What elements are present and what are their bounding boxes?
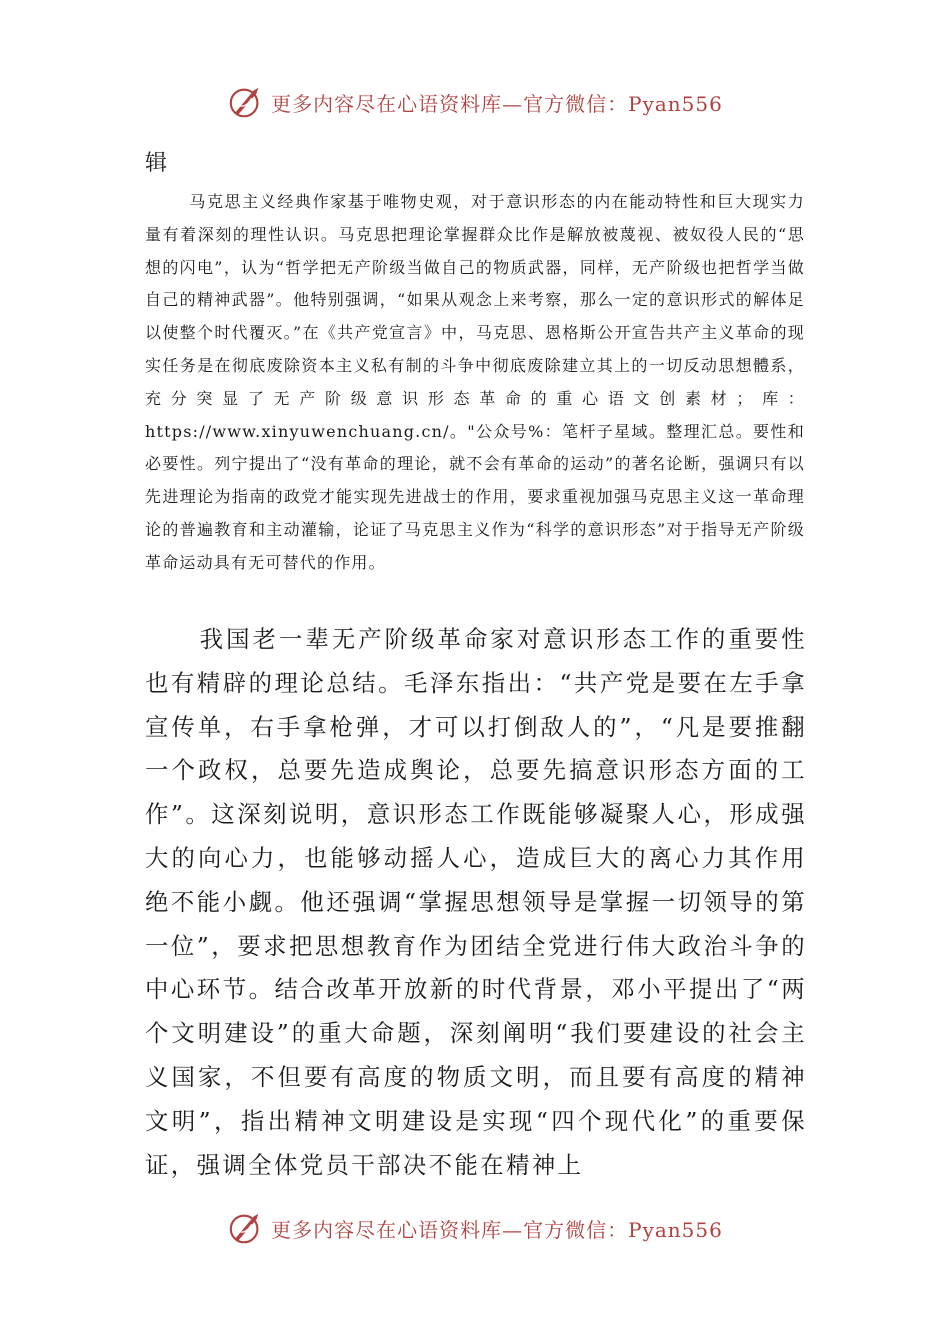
paragraph-marxist-classics-text: 马克思主义经典作家基于唯物史观，对于意识形态的内在能动特性和巨大现实力量有着深刻的理性认识。马克思把理论掌握群众比作是解放被蔑视、被奴役人民的“思想的闪电”，认为“哲学把无产阶级当做自己的物质武器，同样，无产阶级也把哲学当做自己的精神武器”。他特别强调，“如果从观念上来考察，那么一定的意识形式的解体足以使整个时代覆灭。”在《共产党宣言》中，马克思、恩格斯公开宣告共产主义革命的现实任务是在彻底废除资本主义私有制的斗争中彻底废除建立其上的一切反动思想體系，充分突显了无产阶级意识形态革命的重心语文创素材；库：https://www.xinyuwenchuang.cn/。"公众号%：笔杆子星域。整理汇总。要性和必要性。列宁提出了“没有革命的理论，就不会有革命的运动”的著名论断，强调只有以先进理论为指南的政党才能实现先进战士的作用，要求重视加强马克思主义这一革命理论的普遍教育和主动灌输，论证了马克思主义作为“科学的意识形态”对于指导无产阶级革命运动具有无可替代的作用。 xyxy=(145,192,805,572)
quill-logo-icon xyxy=(227,83,265,121)
paragraph-chinese-revolutionaries-text: 我国老一辈无产阶级革命家对意识形态工作的重要性也有精辟的理论总结。毛泽东指出：“共产党是要在左手拿宣传单，右手拿枪弹，才可以打倒敌人的”，“凡是要推翻一个政权，总要先造成舆论，总要先搞意识形态方面的工作”。这深刻说明，意识形态工作既能够凝聚人心，形成强大的向心力，也能够动摇人心，造成巨大的离心力其作用绝不能小觑。他还强调“掌握思想领导是掌握一切领导的第一位”，要求把思想教育作为团结全党进行伟大政治斗争的中心环节。结合改革开放新的时代背景，邓小平提出了“两个文明建设”的重大命题，深刻阐明“我们要建设的社会主义国家，不但要有高度的物质文明，而且要有高度的精神文明”，指出精神文明建设是实现“四个现代化”的重要保证，强调全体党员干部决不能在精神上 xyxy=(145,625,807,1179)
footer-banner xyxy=(0,1208,950,1248)
header-banner xyxy=(0,82,950,122)
paragraph-marxist-classics xyxy=(145,186,805,580)
quill-logo-icon xyxy=(227,1209,265,1247)
header-banner-text: 更多内容尽在心语资料库—官方微信：Pyan556 xyxy=(271,91,723,116)
paragraph-chinese-revolutionaries xyxy=(145,618,807,1187)
footer-banner-text: 更多内容尽在心语资料库—官方微信：Pyan556 xyxy=(271,1217,723,1242)
carryover-fragment: 辑 xyxy=(145,151,168,176)
